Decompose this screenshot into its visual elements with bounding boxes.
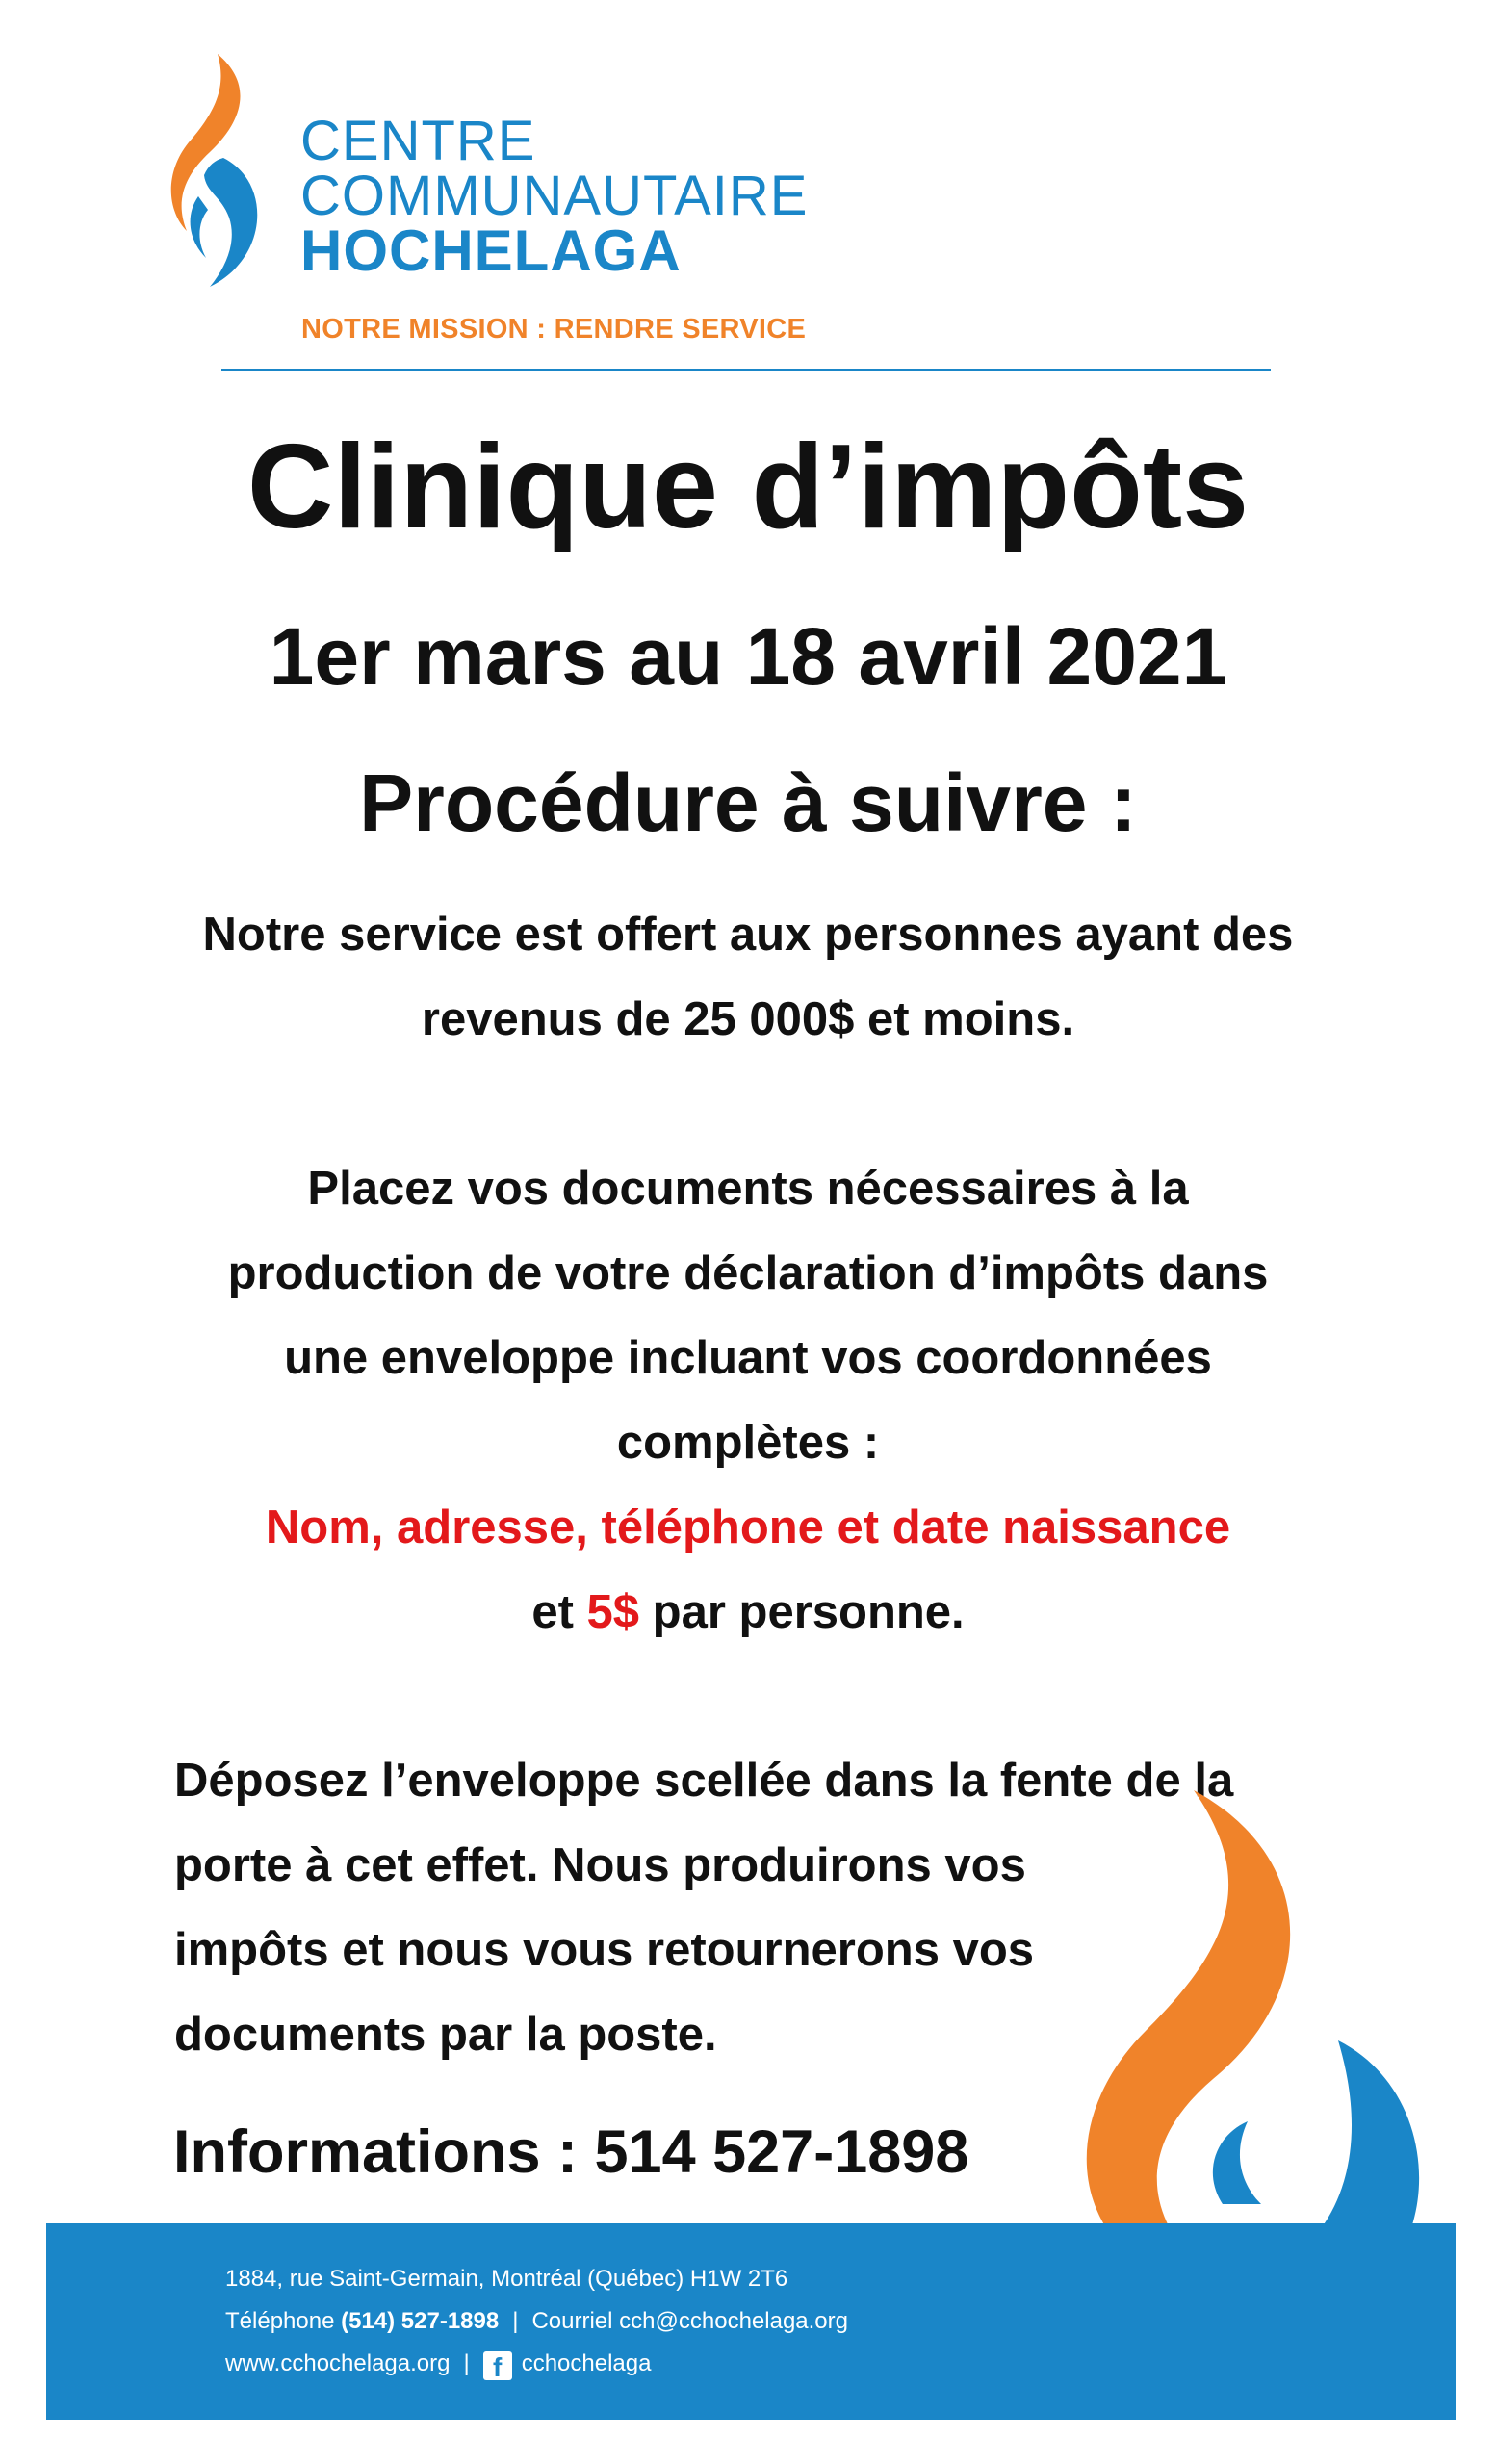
procedure-heading: Procédure à suivre : (359, 757, 1137, 848)
footer-web-row (225, 2343, 848, 2385)
logo-line-communautaire: COMMUNAUTAIRE (300, 165, 809, 227)
logo-flame-icon (166, 52, 271, 287)
mission-tagline: NOTRE MISSION : RENDRE SERVICE (301, 314, 807, 345)
footer-address: 1884, rue Saint-Germain, Montréal (Québec) H1W 2T6 (225, 2266, 788, 2292)
footer-email-link[interactable]: cch@cchochelaga.org (619, 2308, 848, 2334)
eligibility-paragraph (0, 892, 1496, 1062)
info-phone-line: Informations : 514 527-1898 (173, 2118, 969, 2186)
fee-amount: 5$ (586, 1586, 640, 1638)
deposit-paragraph (174, 1738, 1233, 2077)
logo-line-hochelaga: HOCHELAGA (300, 218, 682, 283)
header-divider (221, 369, 1271, 371)
date-range: 1er mars au 18 avril 2021 (269, 611, 1227, 702)
footer-phone-email-row (225, 2300, 848, 2343)
eligibility-line: revenus de 25 000$ et moins. (421, 993, 1075, 1045)
deposit-line: porte à cet effet. Nous produirons vos (174, 1839, 1026, 1891)
logo-line-centre: CENTRE (300, 110, 536, 172)
instructions-line: Placez vos documents nécessaires à la (307, 1163, 1189, 1215)
instructions-line: production de votre déclaration d’impôts dans (227, 1247, 1269, 1299)
page-title: Clinique d’impôts (246, 421, 1250, 553)
deposit-line: impôts et nous vous retournerons vos (174, 1924, 1035, 1976)
footer-website-link[interactable]: www.cchochelaga.org (225, 2350, 451, 2376)
footer-phone: (514) 527-1898 (341, 2308, 500, 2334)
fee-line (0, 1570, 1496, 1655)
footer-separator: | (463, 2350, 470, 2376)
footer-phone-label: Téléphone (225, 2308, 342, 2334)
instructions-line: une enveloppe incluant vos coordonnées (284, 1332, 1212, 1384)
organization-logo (300, 110, 809, 283)
deposit-line: Déposez l’enveloppe scellée dans la fente de la (174, 1755, 1234, 1807)
deposit-line: documents par la poste. (174, 2009, 717, 2061)
fee-suffix: par personne. (639, 1586, 965, 1638)
facebook-icon: f (483, 2351, 512, 2380)
footer-facebook-link[interactable]: cchochelaga (521, 2350, 652, 2376)
fee-prefix: et (531, 1586, 587, 1638)
required-info-line: Nom, adresse, téléphone et date naissance (265, 1502, 1231, 1553)
eligibility-line: Notre service est offert aux personnes ayant des (202, 909, 1294, 961)
instructions-line: complètes : (616, 1417, 880, 1469)
footer-contact (225, 2258, 848, 2385)
instructions-paragraph (0, 1146, 1496, 1655)
decorative-flame-icon (1078, 1790, 1425, 2243)
footer-separator: | (512, 2308, 519, 2334)
footer-email-label: Courriel (531, 2308, 620, 2334)
